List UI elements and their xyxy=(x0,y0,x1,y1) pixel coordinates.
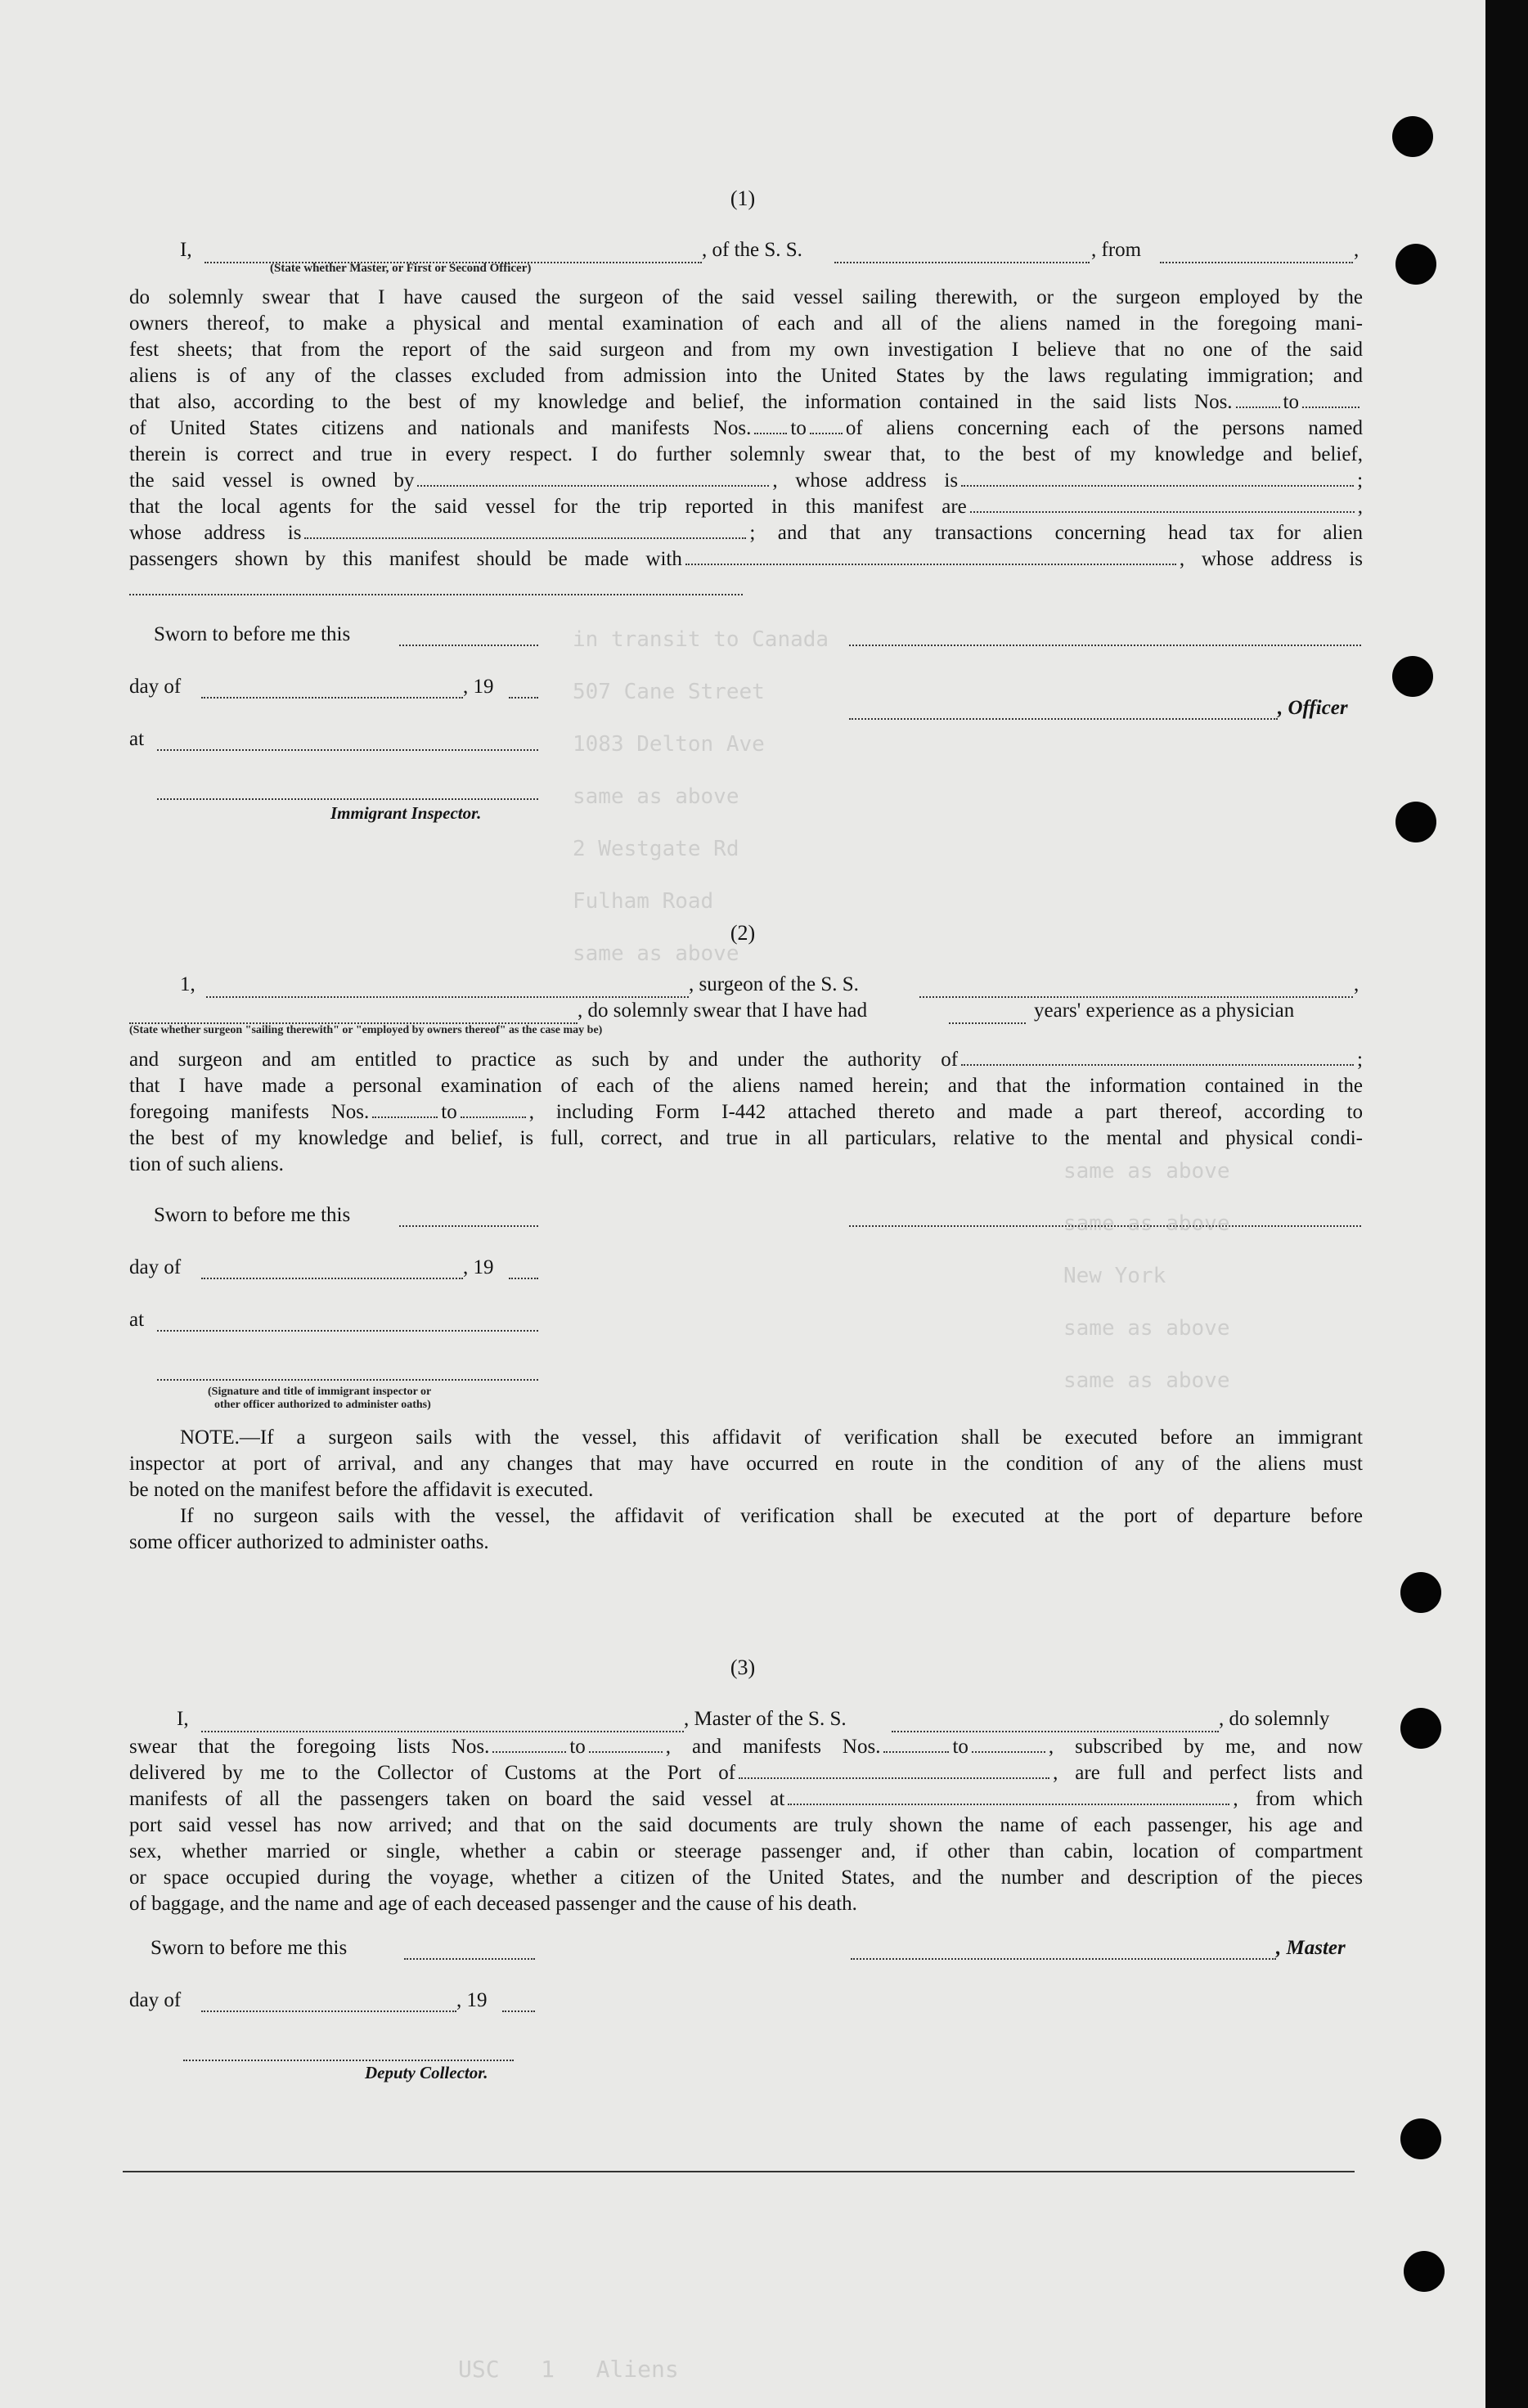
section-2-sworn-label: Sworn to before me this xyxy=(154,1204,351,1226)
section-3-number: (3) xyxy=(730,1656,756,1679)
bleed-through-text: same as above same as above New York same as above same as above xyxy=(1063,1159,1230,1393)
punch-hole xyxy=(1392,656,1433,697)
section-2-note: NOTE.—If a surgeon sails with the vessel, this affidavit of verification shall be executed before an immigrant inspector at port of arrival, and any changes that may have occurred en route in the condition of any of the aliens must be noted on the manifest before the affidavit is executed. If no surgeon sails with the vessel, the affidavit of verification shall be executed at the port of departure before some officer authorized to administer oaths. xyxy=(129,1426,1363,1553)
section-2-sig-caption-2: other officer authorized to administer oaths) xyxy=(214,1399,431,1411)
bleed-through-text: in transit to Canada 507 Cane Street 1083 Delton Ave same as above 2 Westgate Rd Fulham Road same as above xyxy=(573,627,829,966)
section-1-inspector-label: Immigrant Inspector. xyxy=(330,803,482,823)
section-3-day-of-label: day of xyxy=(129,1989,182,2011)
punch-hole xyxy=(1400,1572,1441,1613)
section-2-at-field[interactable] xyxy=(157,1328,538,1332)
master-caption: (State whether Master, or First or Second Officer) xyxy=(270,262,532,275)
punch-hole xyxy=(1395,244,1436,285)
section-3-master-signature-field[interactable] xyxy=(851,1956,1276,1960)
section-3-sworn-date-field[interactable] xyxy=(404,1956,535,1960)
section-2-sworn-date-field[interactable] xyxy=(399,1224,538,1227)
section-2-sig-caption-1: (Signature and title of immigrant inspector or xyxy=(208,1386,432,1398)
years-experience-field[interactable] xyxy=(949,1021,1026,1024)
section-1-sworn-label: Sworn to before me this xyxy=(154,623,351,645)
section-3-collector-label: Deputy Collector. xyxy=(365,2063,488,2082)
punch-hole xyxy=(1392,116,1433,157)
surgeon-name-field[interactable] xyxy=(206,995,689,998)
section-1-officer-signature-field[interactable] xyxy=(849,717,1278,720)
punch-hole xyxy=(1400,2118,1441,2159)
section-1-oath-text: do solemnly swear that I have caused the surgeon of the said vessel sailing therewith, or the surgeon employed by the owners thereof, to make a physical and mental examination of each and all of the aliens named in the foregoing mani- fest sheets; that from the report of the said surgeon and from my own investigation I believe that no one of the said aliens is of any of the classes excluded from admission into the United States by the laws regulating immigration; and that also, according to the best of my knowledge and belief, the information contained in the said lists Nos. to of United States citizens and nationals and manifests Nos. to of aliens concerning each of the persons named therein is correct and true in every respect. I do further solemnly swear that, to the best of my knowledge and belief, the said vessel is owned by , whose address is ; that the local agents for the said vessel for the trip reported in this manifest are , whose address is ; and that any transactions concerning head tax for alien passengers shown by this manifest should be made with , whose address is xyxy=(129,286,1364,570)
punch-hole xyxy=(1404,2251,1445,2292)
section-1-at-field[interactable] xyxy=(157,748,538,751)
section-2-inspector-signature-field[interactable] xyxy=(157,1377,538,1381)
surgeon-caption: (State whether surgeon "sailing therewith" or "employed by owners thereof" as the case may be) xyxy=(129,1024,603,1036)
section-3-day-field[interactable] xyxy=(201,2009,456,2012)
section-1-officer-field-top[interactable] xyxy=(849,643,1361,646)
section-3-oath-text: swear that the foregoing lists Nos. to , and manifests Nos. to , subscribed by me, and now delivered by me to the Collector of Customs at the Port of , are full and perfect lists and manifests of all the passengers taken on board the said vessel at , from which port said vessel has now arrived; and that on the said documents are truly shown the name of each passenger, his age and sex, whether married or single, whether a cabin or steerage passenger and, if other than cabin, location of compartment or space occupied during the voyage, whether a citizen of the United States, and the number and description of the pieces of baggage, and the name and age of each deceased passenger and the cause of his death. xyxy=(129,1736,1364,1915)
punch-hole xyxy=(1395,802,1436,842)
section-2-number: (2) xyxy=(730,921,756,945)
bottom-rule xyxy=(123,2171,1355,2172)
section-1-inspector-signature-field[interactable] xyxy=(157,797,538,800)
port-from-field[interactable] xyxy=(1160,260,1353,263)
bleed-through-text: USC 1 Aliens xyxy=(458,2356,679,2383)
scan-edge xyxy=(1485,0,1528,2408)
section-3-collector-signature-field[interactable] xyxy=(183,2058,514,2061)
section-2-day-field[interactable] xyxy=(201,1276,463,1279)
section-1-sworn-date-field[interactable] xyxy=(399,643,538,646)
section-1-number: (1) xyxy=(730,186,756,210)
section-2-year-label: , 19 xyxy=(463,1256,494,1278)
section-3-year-label: , 19 xyxy=(456,1989,488,2011)
section-1-officer-label: , Officer xyxy=(1278,697,1348,719)
punch-hole xyxy=(1400,1708,1441,1749)
master-vessel-field[interactable] xyxy=(892,1729,1219,1732)
surgeon-vessel-field[interactable] xyxy=(919,995,1353,998)
section-1-day-of-label: day of xyxy=(129,676,182,698)
section-1-day-field[interactable] xyxy=(201,695,463,699)
agent-address-field[interactable] xyxy=(129,592,743,595)
vessel-name-field[interactable] xyxy=(834,260,1090,263)
master-name-field[interactable] xyxy=(201,1729,684,1732)
section-1-year-field[interactable] xyxy=(509,695,538,699)
section-2-year-field[interactable] xyxy=(509,1276,538,1279)
section-1-at-label: at xyxy=(129,728,145,750)
section-1-year-label: , 19 xyxy=(463,676,494,698)
section-3-master-label: , Master xyxy=(1276,1937,1346,1959)
section-3-sworn-label: Sworn to before me this xyxy=(151,1937,348,1959)
section-2-surgeon-signature-field[interactable] xyxy=(849,1224,1361,1227)
section-2-at-label: at xyxy=(129,1309,145,1331)
section-3-year-field[interactable] xyxy=(502,2009,535,2012)
manifest-back-page: in transit to Canada 507 Cane Street 1083 Delton Ave same as above 2 Westgate Rd Fulham Road same as above same as above same as above New York same as above same as above (1) I, , of the S. S. , from , (State whether Master, or First or Second Officer) do solemnly swear that I have caused the surgeon of the said vessel sailing therewith, or the surgeon employed by the owners thereof, to make a physical and mental examination of each and all of the aliens named in the foregoing mani- fest sheets; that from the report of the said surgeon and from my own investigation I believe that no one of the said aliens is of any of the classes excluded from admission into the United States by the laws regulating immigration; and that also, according to the best of my knowledge and belief, the information contained in the said lists Nos. to of United States citizens and nationals and manifests Nos. to of aliens concerning each of the persons named therein is correct and true in every respect. I do further solemnly swear that, to the best of my knowledge and belief, the said vessel is owned by , whose address is ; that the local agents for the said vessel for the trip reported in this manifest are , whose address is ; and that any transactions concerning head tax for alien passengers shown by this manifest should be made with , whose address is Sworn to before me this day of , 19 , Officer at Immigrant Inspector. (2) 1, , surgeon of the S. S. , , do solemnly swear that I have had years' experience as a physician (State whether surgeon "sailing therewith" or "employed by owners thereof" as the case may be) and surgeon and am entitled to practice as such by and under the authority of ; that I have made a personal examination of each of the aliens named herein; and that the information contained in the foregoing manifests Nos. to , including Form I-442 attached thereto and made a part thereof, according to the best of my knowledge and belief, is full, correct, and true in all particulars, relative to the mental and physical condi- tion of such aliens. Sworn to before me this day of , 19 at (Signature and title of immigrant inspector or other officer authorized to administer oaths) NOTE.—If a surgeon sails with the vessel, this affidavit of verification shall be executed before an immigrant inspector at port of arrival, and any changes that may have occurred en route in the condition of any of the aliens must be noted on the manifest before the affidavit is executed. If no surgeon sails with the vessel, the affidavit of verification shall be executed at the port of departure before some officer authorized to administer oaths. (3) I, , Master of the S. S. , do solemnly swear that the foregoing lists Nos. to , and manifests Nos. to , subscribed by me, and now delivered by me to the Collector of Customs at the Port of , are full and perfect lists and manifests of all the passengers taken on board the said vessel at , from which port said vessel has now arrived; and that on the said documents are truly shown the name of each passenger, his age and sex, whether married or single, whether a cabin or steerage passenger and, if other than cabin, location of compartment or space occupied during the voyage, whether a citizen of the United States, and the number and description of the pieces of baggage, and the name and age of each deceased passenger and the cause of his death. Sworn to before me this , Master day of , 19 Deputy Collector. USC 1 Aliens xyxy=(0,0,1485,2408)
section-2-oath-text: and surgeon and am entitled to practice as such by and under the authority of ; that I have made a personal examination of each of the aliens named herein; and that the information contained in the foregoing manifests Nos. to , including Form I-442 attached thereto and made a part thereof, according to the best of my knowledge and belief, is full, correct, and true in all particulars, relative to the mental and physical condi- tion of such aliens. xyxy=(129,1049,1363,1175)
section-2-day-of-label: day of xyxy=(129,1256,182,1278)
